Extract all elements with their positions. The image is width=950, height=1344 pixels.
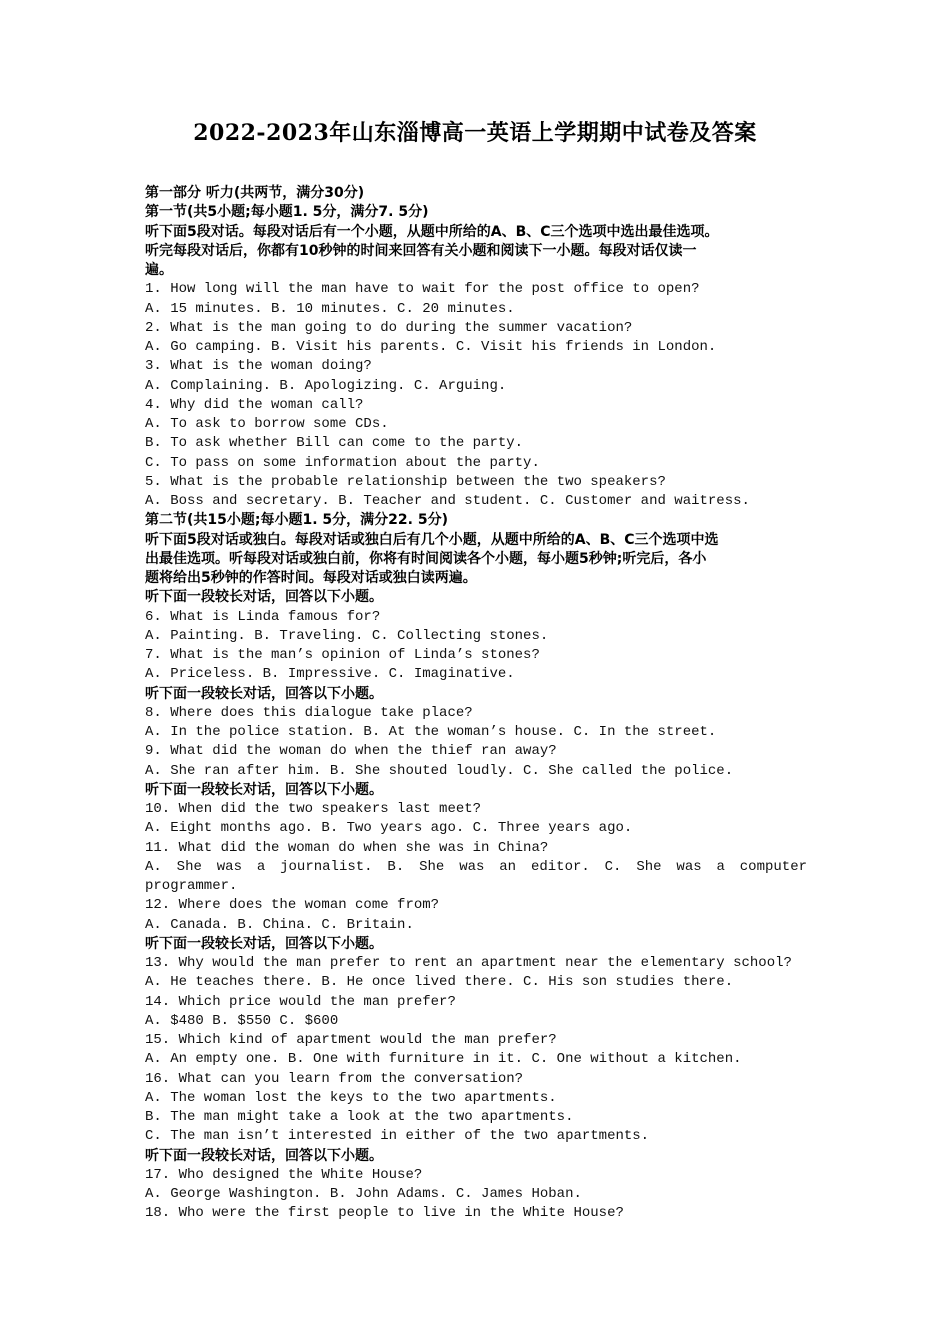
section-heading-line: 听下面一段较长对话，回答以下小题。 <box>145 935 383 952</box>
text-line: 11. What did the woman do when she was in China? <box>145 839 549 856</box>
text-line: A. George Washington. B. John Adams. C. James Hoban. <box>145 1186 582 1202</box>
section-heading-line: 听下面一段较长对话，回答以下小题。 <box>145 589 383 606</box>
text-line: 13. Why would the man prefer to rent an apartment near the elementary school? <box>145 955 792 971</box>
text-line: A. She ran after him. B. She shouted loudly. C. She called the police. <box>145 762 734 779</box>
text-line: programmer. <box>145 878 238 894</box>
text-line: 5. What is the probable relationship between the two speakers? <box>145 473 666 490</box>
text-line: A. Complaining. B. Apologizing. C. Arguing. <box>145 377 507 394</box>
text-line: B. To ask whether Bill can come to the party. <box>145 435 524 452</box>
section-heading-line: 听下面一段较长对话，回答以下小题。 <box>145 781 383 798</box>
text-line: 16. What can you learn from the conversation? <box>145 1070 524 1087</box>
text-line: 12. Where does the woman come from? <box>145 897 440 914</box>
text-line: B. The man might take a look at the two apartments. <box>145 1109 574 1125</box>
text-line: 18. Who were the first people to live in the White House? <box>145 1205 624 1222</box>
section-heading-line: 听下面一段较长对话，回答以下小题。 <box>145 1147 383 1164</box>
document-title: 2022-2023年山东淄博高一英语上学期期中试卷及答案 <box>193 120 757 146</box>
text-line: 9. What did the woman do when the thief ran away? <box>145 743 557 760</box>
section-heading-line: 听下面5段对话。每段对话后有一个小题，从题中所给的A、B、C三个选项中选出最佳选项。 <box>145 223 719 240</box>
text-line: A. She was a journalist. B. She was an editor. C. She was a computer <box>145 858 807 875</box>
section-heading-line: 第一节(共5小题;每小题1. 5分，满分7. 5分) <box>145 204 429 221</box>
text-line: 15. Which kind of apartment would the man prefer? <box>145 1032 557 1048</box>
text-line: 4. Why did the woman call? <box>145 396 364 413</box>
text-line: A. He teaches there. B. He once lived there. C. His son studies there. <box>145 974 734 991</box>
text-line: A. The woman lost the keys to the two apartments. <box>145 1089 557 1106</box>
text-line: A. Eight months ago. B. Two years ago. C. Three years ago. <box>145 820 633 837</box>
text-line: A. 15 minutes. B. 10 minutes. C. 20 minutes. <box>145 300 515 317</box>
section-heading-line: 听下面5段对话或独白。每段对话或独白后有几个小题，从题中所给的A、B、C三个选项中选 <box>145 531 719 548</box>
text-line: A. Priceless. B. Impressive. C. Imaginative. <box>145 666 515 683</box>
text-line: C. To pass on some information about the party. <box>145 454 540 471</box>
text-line: 2. What is the man going to do during the summer vacation? <box>145 319 633 336</box>
text-line: A. To ask to borrow some CDs. <box>145 416 389 432</box>
text-line: A. Boss and secretary. B. Teacher and student. C. Customer and waitress. <box>145 493 750 509</box>
text-line: A. In the police station. B. At the woman’s house. C. In the street. <box>145 724 717 740</box>
text-line: 7. What is the man’s opinion of Linda’s stones? <box>145 647 540 663</box>
section-heading-line: 遍。 <box>145 262 173 278</box>
text-line: 8. Where does this dialogue take place? <box>145 704 473 721</box>
text-line: C. The man isn’t interested in either of the two apartments. <box>145 1128 650 1145</box>
section-heading-line: 听完每段对话后，你都有10秒钟的时间来回答有关小题和阅读下一小题。每段对话仅读一 <box>145 242 697 259</box>
text-line: 6. What is Linda famous for? <box>145 608 381 625</box>
text-line: A. Go camping. B. Visit his parents. C. Visit his friends in London. <box>145 339 717 355</box>
text-line: 1. How long will the man have to wait for the post office to open? <box>145 281 700 298</box>
text-line: A. An empty one. B. One with furniture in it. C. One without a kitchen. <box>145 1051 742 1068</box>
text-line: A. Painting. B. Traveling. C. Collecting stones. <box>145 627 549 644</box>
text-line: 17. Who designed the White House? <box>145 1166 423 1183</box>
text-line: 3. What is the woman doing? <box>145 358 372 375</box>
text-line: 10. When did the two speakers last meet? <box>145 801 482 817</box>
text-line: 14. Which price would the man prefer? <box>145 993 456 1010</box>
section-heading-line: 听下面一段较长对话，回答以下小题。 <box>145 685 383 702</box>
document-body <box>145 184 807 1224</box>
section-heading-line: 出最佳选项。听每段对话或独白前，你将有时间阅读各个小题，每小题5秒钟;听完后，各小 <box>145 550 707 567</box>
section-heading-line: 第二节(共15小题;每小题1. 5分，满分22. 5分) <box>145 512 448 529</box>
text-line: A. $480 B. $550 C. $600 <box>145 1012 339 1029</box>
text-line: A. Canada. B. China. C. Britain. <box>145 916 414 933</box>
section-heading-line: 第一部分 听力(共两节，满分30分) <box>145 185 365 201</box>
section-heading-line: 题将给出5秒钟的作答时间。每段对话或独白读两遍。 <box>145 570 477 586</box>
